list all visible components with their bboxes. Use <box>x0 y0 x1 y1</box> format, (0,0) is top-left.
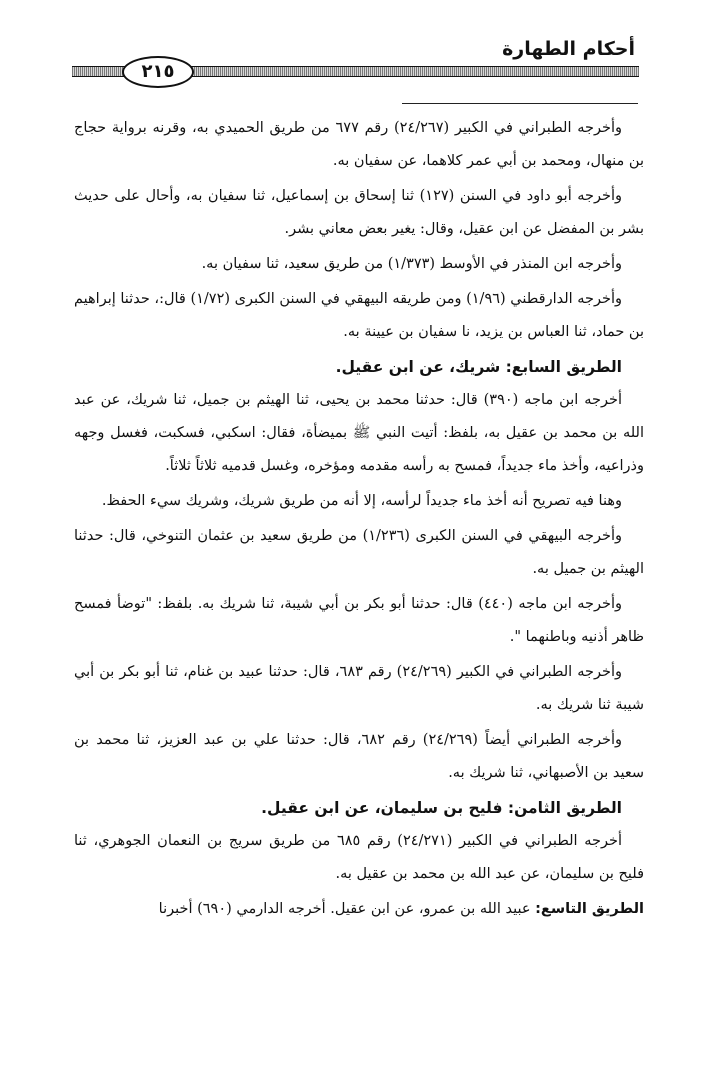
section-heading-8: الطريق الثامن: فليح بن سليمان، عن ابن عقيل. <box>261 799 622 817</box>
paragraph: وأخرجه ابن ماجه (٤٤٠) قال: حدثنا أبو بكر بن أبي شيبة، ثنا شريك به. بلفظ: "توضأ فمسح ظاهر أذنيه وباطنهما ". <box>74 596 644 645</box>
page-header <box>0 0 703 90</box>
section-heading-9-lead: الطريق التاسع: <box>535 901 644 917</box>
paragraph: وأخرجه أبو داود في السنن (١٢٧) ثنا إسحاق بن إسماعيل، ثنا سفيان به، وأحال على حديث بشر بن المفضل عن ابن عقيل، وقال: يغير بعض معاني بشر. <box>74 188 644 237</box>
paragraph: وأخرجه الطبراني أيضاً (٢٤/٢٦٩) رقم ٦٨٢، قال: حدثنا علي بن عبد العزيز، ثنا محمد بن سعيد بن الأصبهاني، ثنا شريك به. <box>74 732 644 781</box>
book-title: أحكام الطهارة <box>502 38 635 60</box>
paragraph: أخرجه ابن ماجه (٣٩٠) قال: حدثنا محمد بن يحيى، ثنا الهيثم بن جميل، ثنا شريك، عن عبد الله بن محمد بن عقيل به، بلفظ: أتيت النبي ﷺ بميضأة، فقال: اسكبي، فسكبت، فغسل وجهه وذراعيه، وأخذ ماء جديداً، فمسح به رأسه مقدمه ومؤخره، وغسل قدميه ثلاثاً ثلاثاً. <box>74 392 644 474</box>
paragraph: وهنا فيه تصريح أنه أخذ ماء جديداً لرأسه، إلا أنه من طريق شريك، وشريك سيء الحفظ. <box>101 493 622 509</box>
section-heading-9 <box>74 893 644 926</box>
paragraph: وأخرجه الطبراني في الكبير (٢٤/٢٦٧) رقم ٦٧٧ من طريق الحميدي به، وقرنه برواية حجاج بن منهال، ومحمد بن أبي عمر كلاهما، عن سفيان به. <box>74 120 644 169</box>
paragraph: وأخرجه الدارقطني (١/٩٦) ومن طريقه البيهقي في السنن الكبرى (١/٧٢) قال:، حدثنا إبراهيم بن حماد، ثنا العباس بن يزيد، نا سفيان بن عيينة به. <box>74 291 644 340</box>
paragraph: وأخرجه ابن المنذر في الأوسط (١/٣٧٣) من طريق سعيد، ثنا سفيان به. <box>201 256 622 272</box>
section-heading-9-text: عبيد الله بن عمرو، عن ابن عقيل. أخرجه الدارمي (٦٩٠) أخبرنا <box>158 901 531 917</box>
paragraph: أخرجه الطبراني في الكبير (٢٤/٢٧١) رقم ٦٨٥ من طريق سريج بن النعمان الجوهري، ثنا فليح بن سليمان، عن عبد الله بن محمد بن عقيل به. <box>74 833 644 882</box>
section-heading-7: الطريق السابع: شريك، عن ابن عقيل. <box>335 358 622 376</box>
footnote-separator <box>402 103 638 104</box>
page-number: ٢١٥ <box>122 56 194 88</box>
page-body <box>74 112 644 928</box>
paragraph: وأخرجه البيهقي في السنن الكبرى (١/٢٣٦) من طريق سعيد بن عثمان التنوخي، قال: حدثنا الهيثم بن جميل به. <box>74 528 644 577</box>
paragraph: وأخرجه الطبراني في الكبير (٢٤/٢٦٩) رقم ٦٨٣، قال: حدثنا عبيد بن غنام، ثنا أبو بكر بن أبي شيبة ثنا شريك به. <box>74 664 644 713</box>
